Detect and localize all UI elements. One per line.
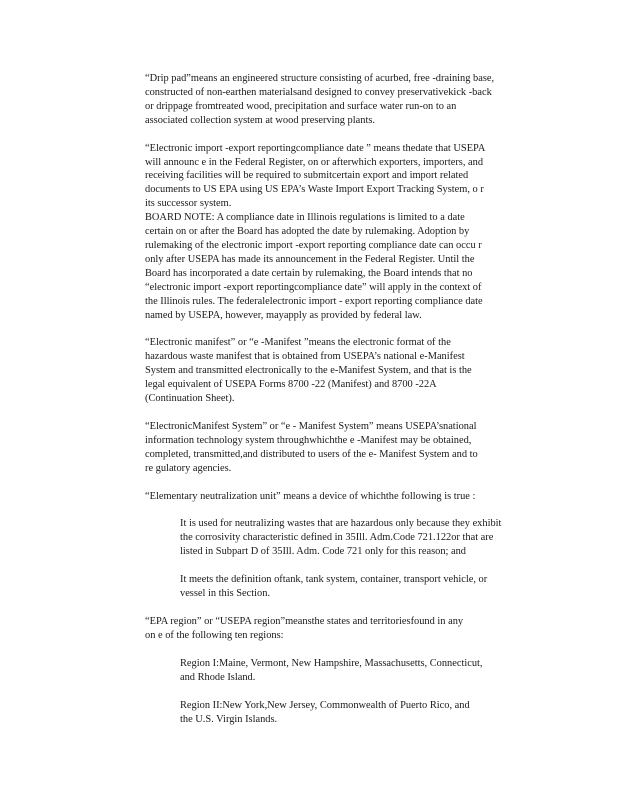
definition-electronic-manifest-system bbox=[145, 420, 540, 476]
enu-criterion-2 bbox=[180, 573, 546, 601]
text-line: “electronic import -export reportingcompliance date” will apply in the context of bbox=[145, 281, 482, 293]
text-line: “Drip pad”means an engineered structure consisting of acurbed, free -draining base, bbox=[145, 73, 495, 84]
text-line: It is used for neutralizing wastes that are hazardous only because they exhibit bbox=[180, 518, 502, 530]
document-body bbox=[145, 72, 540, 740]
text-line: re gulatory agencies. bbox=[145, 462, 232, 474]
text-line: Board has incorporated a date certain by rulemaking, the Board intends that no bbox=[145, 267, 473, 279]
text-line: associated collection system at wood preserving plants. bbox=[145, 114, 375, 126]
text-line: completed, transmitted,and distributed to users of the e- Manifest System and to bbox=[145, 448, 478, 460]
text-line: “Electronic import -export reportingcompliance date ” means thedate that USEPA bbox=[145, 142, 486, 154]
text-line: BOARD NOTE: A compliance date in Illinois regulations is limited to a date bbox=[145, 212, 465, 224]
text-line: Region II:New York,New Jersey, Commonwealth of Puerto Rico, and bbox=[180, 699, 470, 711]
text-line: hazardous waste manifest that is obtained from USEPA’s national e-Manifest bbox=[145, 351, 465, 363]
definition-electronic-manifest bbox=[145, 336, 540, 406]
text-line: named by USEPA, however, mayapply as provided by federal law. bbox=[145, 309, 422, 321]
text-line: on e of the following ten regions: bbox=[145, 629, 284, 641]
text-line: its successor system. bbox=[145, 198, 232, 210]
text-line: It meets the definition oftank, tank system, container, transport vehicle, or bbox=[180, 574, 488, 586]
text-line: and Rhode Island. bbox=[180, 671, 256, 683]
region-1 bbox=[180, 657, 546, 685]
text-line: the U.S. Virgin Islands. bbox=[180, 713, 278, 725]
text-line: Region I:Maine, Vermont, New Hampshire, Massachusetts, Connecticut, bbox=[180, 657, 483, 669]
text-line: documents to US EPA using US EPA’s Waste Import Export Tracking System, o r bbox=[145, 184, 484, 196]
text-line: information technology system throughwhichthe e -Manifest may be obtained, bbox=[145, 434, 472, 446]
text-line: constructed of non-earthen materialsand designed to convey preservativekick -back bbox=[145, 86, 492, 98]
text-line: “Electronic manifest” or “e -Manifest ”means the electronic format of the bbox=[145, 337, 451, 349]
text-line: only after USEPA has made its announcement in the Federal Register. Until the bbox=[145, 253, 475, 265]
text-line: the corrosivity characteristic defined in 35Ill. Adm.Code 721.122or that are bbox=[180, 532, 494, 544]
text-line: legal equivalent of USEPA Forms 8700 -22 (Manifest) and 8700 -22A bbox=[145, 379, 437, 391]
enu-criterion-1 bbox=[180, 517, 546, 559]
definition-elementary-neutralization-unit bbox=[145, 490, 540, 504]
definition-epa-region bbox=[145, 615, 540, 643]
text-line: or drippage fromtreated wood, precipitation and surface water run-on to an bbox=[145, 100, 457, 112]
text-line: System and transmitted electronically to the e-Manifest System, and that is the bbox=[145, 365, 472, 377]
definition-drip-pad bbox=[145, 72, 540, 128]
text-line: listed in Subpart D of 35Ill. Adm. Code 721 only for this reason; and bbox=[180, 546, 467, 558]
text-line: “Elementary neutralization unit” means a device of whichthe following is true : bbox=[145, 490, 476, 502]
text-line: rulemaking of the electronic import -export reporting compliance date can occu r bbox=[145, 239, 482, 251]
text-line: will announc e in the Federal Register, on or afterwhich exporters, importers, and bbox=[145, 156, 484, 168]
board-note bbox=[145, 211, 540, 322]
text-line: vessel in this Section. bbox=[180, 588, 271, 600]
text-line: the Illinois rules. The federalelectronic import - export reporting compliance date bbox=[145, 295, 483, 307]
definition-electronic-import-export bbox=[145, 142, 540, 212]
text-line: certain on or after the Board has adopted the date by rulemaking. Adoption by bbox=[145, 226, 470, 238]
text-line: “EPA region” or “USEPA region”meansthe states and territoriesfound in any bbox=[145, 616, 464, 627]
region-2 bbox=[180, 699, 546, 727]
text-line: “ElectronicManifest System” or “e - Manifest System” means USEPA’snational bbox=[145, 420, 477, 432]
text-line: (Continuation Sheet). bbox=[145, 393, 235, 405]
text-line: receiving facilities will be required to submitcertain export and import related bbox=[145, 170, 469, 182]
